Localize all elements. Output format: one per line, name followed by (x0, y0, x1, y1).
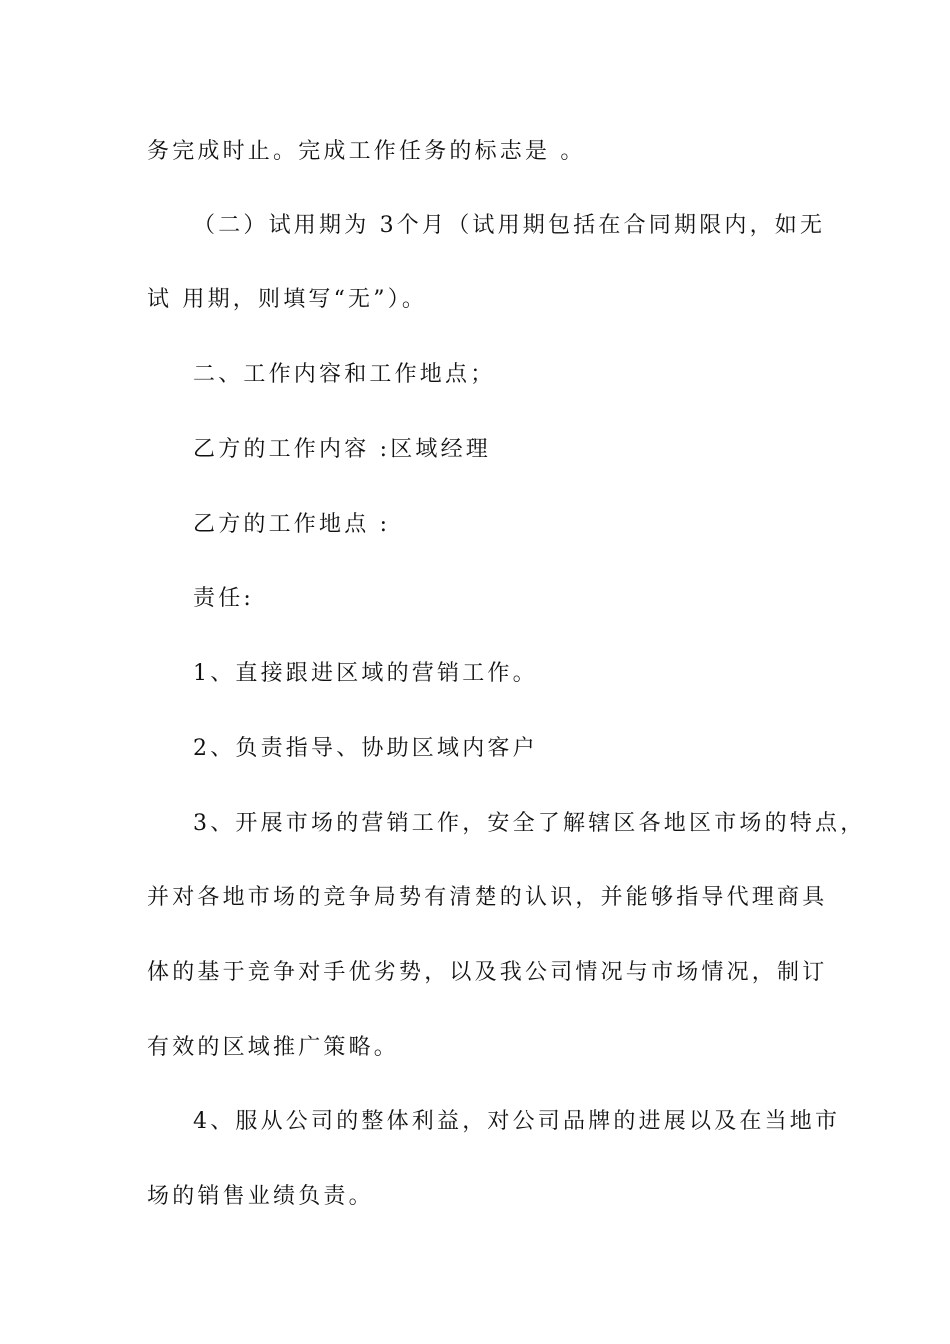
work-content-line: 乙方的工作内容 :区域经理 (193, 437, 492, 462)
text-line-1: 务完成时止。完成工作任务的标志是 。 (147, 139, 586, 164)
text-line-3: 试 用期，则填写“无”）。 (147, 287, 428, 312)
text-line-11: 并对各地市场的竞争局势有清楚的认识，并能够指导代理商具 (147, 885, 828, 910)
work-location-line: 乙方的工作地点 : (193, 512, 391, 537)
duty-item-4: 4、服从公司的整体利益，对公司品牌的进展以及在当地市 (193, 1109, 841, 1134)
section-heading-work: 二、工作内容和工作地点； (193, 362, 496, 387)
text-line-13: 有效的区域推广策略。 (147, 1035, 400, 1060)
text-line-15: 场的销售业绩负责。 (147, 1184, 374, 1209)
probation-clause: （二）试用期为 3个月（试用期包括在合同期限内，如无 (193, 213, 826, 238)
responsibility-heading: 责任: (193, 586, 255, 611)
duty-item-3: 3、开展市场的营销工作，安全了解辖区各地区市场的特点， (193, 811, 866, 836)
duty-item-1: 1、直接跟进区域的营销工作。 (193, 661, 538, 686)
duty-item-2: 2、负责指导、协助区域内客户 (193, 736, 538, 761)
text-line-12: 体的基于竞争对手优劣势，以及我公司情况与市场情况，制订 (147, 960, 828, 985)
